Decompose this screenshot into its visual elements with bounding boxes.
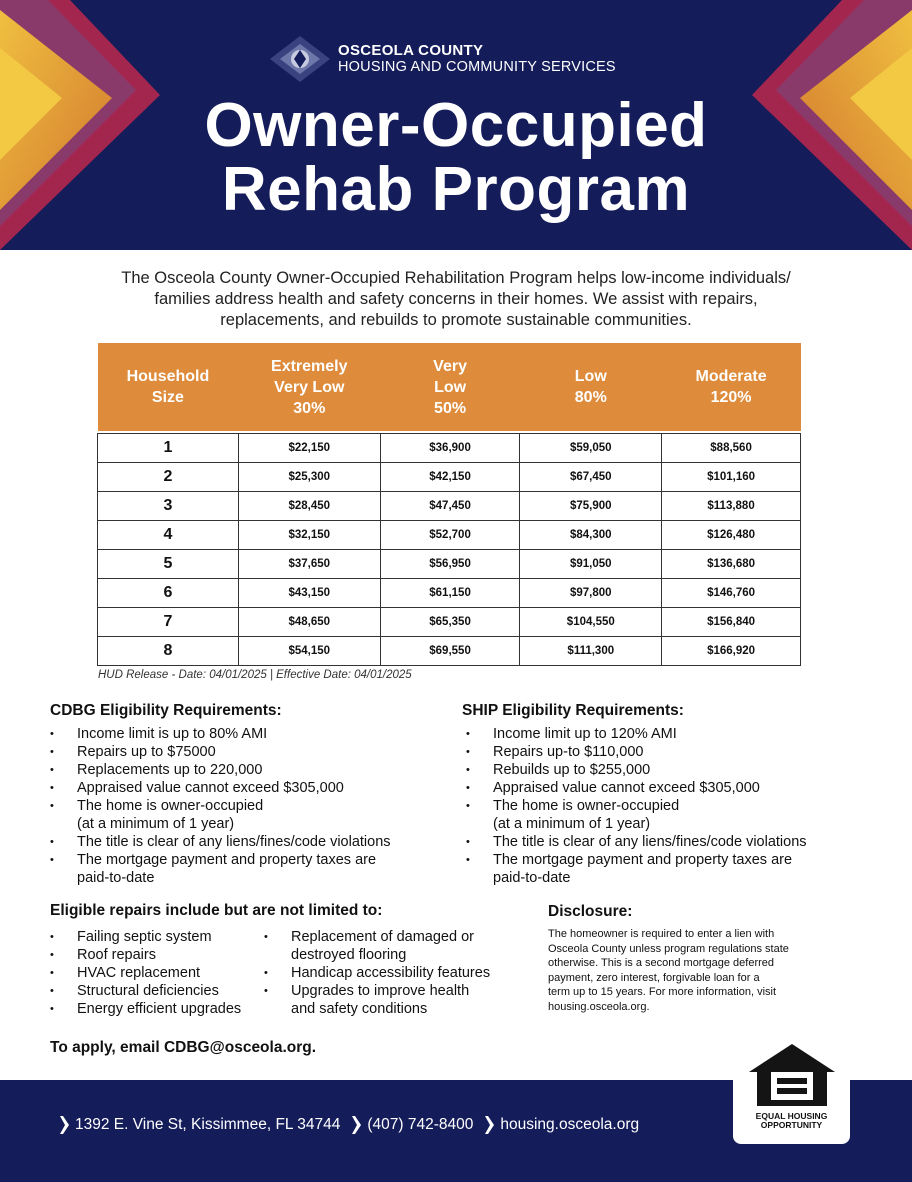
eligible-repairs-heading: Eligible repairs include but are not limited to: [50, 902, 383, 919]
cell-income: $56,950 [380, 549, 520, 578]
cell-income: $67,450 [520, 462, 662, 491]
header-moderate: Moderate 120% [662, 343, 801, 431]
cell-income: $28,450 [238, 491, 380, 520]
equal-housing-house-icon [747, 1042, 837, 1108]
repairs-list-column-1 [50, 928, 270, 1018]
cell-household-size: 4 [98, 520, 239, 549]
table-row [98, 433, 801, 462]
chevron-right-icon [60, 1116, 69, 1134]
chevron-right-icon [485, 1116, 494, 1134]
disclosure-line: housing.osceola.org. [548, 1000, 650, 1013]
header-very-low: Very Low 50% [380, 343, 520, 431]
cell-household-size: 7 [98, 607, 239, 636]
footer-website[interactable] [485, 1116, 639, 1134]
disclosure-line: term up to 15 years. For more information, visit [548, 986, 777, 998]
table-row [98, 491, 801, 520]
disclosure-text [548, 927, 858, 1014]
cell-income: $32,150 [238, 520, 380, 549]
list-item: • Appraised value cannot exceed $305,000 [466, 779, 886, 797]
list-item-continuation: paid-to-date [77, 870, 155, 886]
table-row [98, 578, 801, 607]
title-line-2: Rehab Program [221, 155, 691, 224]
cell-income: $113,880 [662, 491, 801, 520]
cell-income: $52,700 [380, 520, 520, 549]
equal-housing-text [733, 1112, 850, 1130]
list-item: • HVAC replacement [50, 964, 270, 982]
list-item: • Repairs up-to $110,000 [466, 743, 886, 761]
disclosure-heading: Disclosure: [548, 903, 633, 920]
county-logo-icon [268, 34, 332, 84]
cell-income: $88,560 [662, 433, 801, 462]
cell-income: $166,920 [662, 636, 801, 665]
header-low: Low 80% [520, 343, 662, 431]
list-item: • The mortgage payment and property taxes are [50, 851, 470, 869]
list-item: • The home is owner-occupied [50, 797, 470, 815]
list-item: • Income limit is up to 80% AMI [50, 725, 470, 743]
list-item: • The title is clear of any liens/fines/code violations [50, 833, 470, 851]
footer-phone[interactable] [352, 1116, 473, 1134]
brand-department: HOUSING AND COMMUNITY SERVICES [338, 59, 616, 75]
address-text: 1392 E. Vine St, Kissimmee, FL 34744 [75, 1116, 341, 1133]
eho-line-1: EQUAL HOUSING [755, 1111, 828, 1121]
table-row [98, 462, 801, 491]
list-item: • Energy efficient upgrades [50, 1000, 270, 1018]
cell-household-size: 2 [98, 462, 239, 491]
cell-income: $42,150 [380, 462, 520, 491]
cell-income: $69,550 [380, 636, 520, 665]
cell-income: $97,800 [520, 578, 662, 607]
cell-income: $101,160 [662, 462, 801, 491]
cell-income: $36,900 [380, 433, 520, 462]
list-item: • Replacement of damaged or [264, 928, 534, 946]
cell-household-size: 5 [98, 549, 239, 578]
income-limits-table [97, 343, 801, 666]
brand-logo [268, 34, 616, 84]
list-item: • Structural deficiencies [50, 982, 270, 1000]
title-line-1: Owner-Occupied [204, 91, 708, 160]
list-item: • Income limit up to 120% AMI [466, 725, 886, 743]
list-item: • Handicap accessibility features [264, 964, 534, 982]
eho-line-2: OPPORTUNITY [760, 1120, 823, 1130]
cell-household-size: 6 [98, 578, 239, 607]
table-row [98, 607, 801, 636]
intro-line: The Osceola County Owner-Occupied Rehabilitation Program helps low-income individuals/ [121, 269, 791, 287]
footer-address [60, 1116, 340, 1134]
cell-income: $25,300 [238, 462, 380, 491]
cell-income: $75,900 [520, 491, 662, 520]
cell-income: $22,150 [238, 433, 380, 462]
list-item: • Replacements up to 220,000 [50, 761, 470, 779]
list-item: • Rebuilds up to $255,000 [466, 761, 886, 779]
intro-line: families address health and safety concerns in their homes. We assist with repairs, [154, 290, 758, 308]
list-item: • Appraised value cannot exceed $305,000 [50, 779, 470, 797]
list-item: • The mortgage payment and property taxes are [466, 851, 886, 869]
footer-contact [60, 1116, 651, 1134]
website-link[interactable]: housing.osceola.org [500, 1116, 640, 1133]
cell-income: $54,150 [238, 636, 380, 665]
cell-income: $156,840 [662, 607, 801, 636]
cdbg-requirements-list [50, 725, 470, 887]
apply-instructions: To apply, email CDBG@osceola.org. [50, 1039, 317, 1056]
disclosure-line: otherwise. This is a second mortgage deferred [548, 957, 775, 969]
header-extremely-very-low: Extremely Very Low 30% [238, 343, 380, 431]
list-item: • Roof repairs [50, 946, 270, 964]
cdbg-heading: CDBG Eligibility Requirements: [50, 702, 282, 719]
cell-income: $146,760 [662, 578, 801, 607]
table-header-row [98, 343, 801, 431]
brand-name: OSCEOLA COUNTY [338, 42, 484, 59]
list-item: • The title is clear of any liens/fines/code violations [466, 833, 886, 851]
chevron-right-icon [352, 1116, 361, 1134]
cell-income: $126,480 [662, 520, 801, 549]
table-row [98, 549, 801, 578]
ship-requirements-list [466, 725, 886, 887]
list-item: • Repairs up to $75000 [50, 743, 470, 761]
disclosure-line: The homeowner is required to enter a lien with [548, 928, 775, 940]
cell-household-size: 1 [98, 433, 239, 462]
list-item-continuation: and safety conditions [291, 1001, 428, 1017]
list-item: • Upgrades to improve health [264, 982, 534, 1000]
cell-income: $61,150 [380, 578, 520, 607]
cell-household-size: 3 [98, 491, 239, 520]
hud-release-note: HUD Release - Date: 04/01/2025 | Effective Date: 04/01/2025 [98, 669, 412, 681]
cell-income: $43,150 [238, 578, 380, 607]
disclosure-line: payment, zero interest, forgivable loan for a [548, 971, 760, 984]
repairs-list-column-2 [264, 928, 534, 1018]
page-title [0, 91, 912, 224]
cell-income: $47,450 [380, 491, 520, 520]
list-item-continuation: paid-to-date [493, 870, 571, 886]
equal-housing-badge [733, 1040, 850, 1144]
list-item-continuation: (at a minimum of 1 year) [493, 816, 651, 832]
cell-income: $37,650 [238, 549, 380, 578]
list-item: • The home is owner-occupied [466, 797, 886, 815]
cell-income: $104,550 [520, 607, 662, 636]
cell-income: $65,350 [380, 607, 520, 636]
intro-paragraph [40, 268, 872, 331]
intro-line: replacements, and rebuilds to promote sustainable communities. [220, 311, 692, 329]
list-item-continuation: (at a minimum of 1 year) [77, 816, 235, 832]
table-row [98, 520, 801, 549]
header-household-size: Household Size [98, 343, 239, 431]
list-item-continuation: destroyed flooring [291, 947, 407, 963]
disclosure-line: Osceola County unless program regulations state [548, 942, 789, 955]
list-item: • Failing septic system [50, 928, 270, 946]
cell-income: $91,050 [520, 549, 662, 578]
cell-income: $48,650 [238, 607, 380, 636]
ship-heading: SHIP Eligibility Requirements: [462, 702, 684, 719]
cell-household-size: 8 [98, 636, 239, 665]
cell-income: $111,300 [520, 636, 662, 665]
cell-income: $136,680 [662, 549, 801, 578]
cell-income: $59,050 [520, 433, 662, 462]
table-row [98, 636, 801, 665]
header-banner [0, 0, 912, 250]
phone-link[interactable]: (407) 742-8400 [367, 1116, 474, 1133]
cell-income: $84,300 [520, 520, 662, 549]
